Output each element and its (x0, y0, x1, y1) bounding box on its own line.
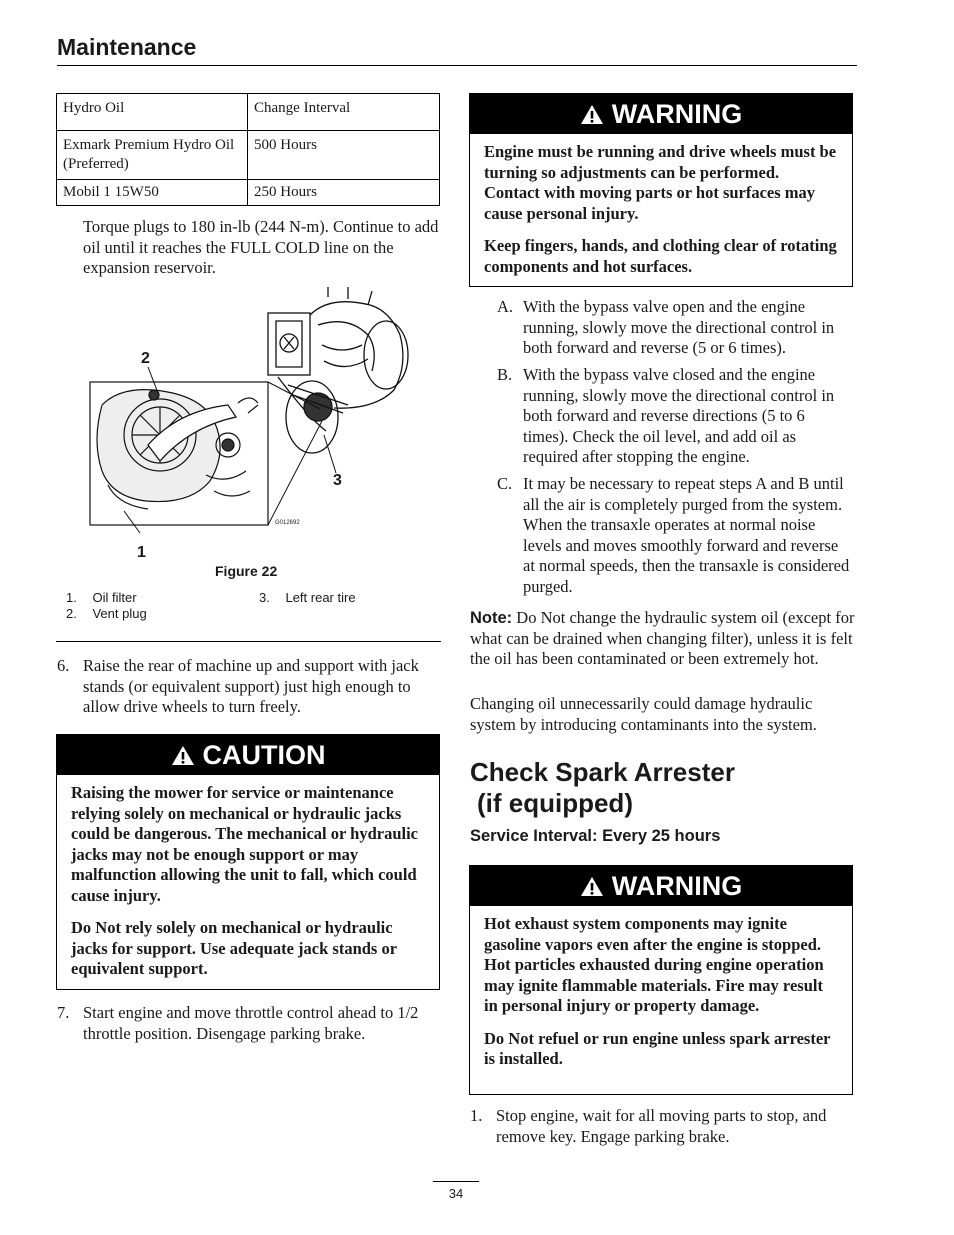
caution-body (57, 775, 439, 980)
substep-letter: A. (497, 297, 514, 316)
substep-letter: B. (497, 365, 513, 384)
callout-2: 2 (141, 350, 150, 367)
legend-num: 2. (66, 606, 77, 621)
legend-item (66, 590, 137, 605)
section-title-line-1: Check Spark Arrester (470, 757, 735, 787)
legend-num: 3. (259, 590, 270, 605)
table-row (57, 180, 440, 206)
warning-title: WARNING (611, 871, 743, 901)
section-header: Maintenance (57, 34, 197, 60)
caution-paragraph: Raising the mower for service or maintenance relying solely on mechanical or hydraulic jacks could be dangerous. The mechanical or hydraulic jacks may not be enough support or may malfunction allowing the unit to fall, which could cause injury. (71, 783, 418, 905)
machine-drawing (268, 287, 408, 453)
header-rule (57, 65, 857, 66)
step-number: 6. (57, 656, 70, 675)
table-cell: Mobil 1 15W50 (57, 180, 248, 206)
page-number: 34 (448, 1186, 464, 1201)
warning-paragraph: Engine must be running and drive wheels must be turning so adjustments can be performed. Contact with moving parts or hot surfaces may cause personal injury. (484, 142, 837, 223)
figure-22-illustration (88, 285, 418, 565)
warning-box-spark-arrester (469, 865, 853, 1095)
caution-title-bar (57, 735, 439, 775)
table-header-row (57, 94, 440, 131)
substep-text: With the bypass valve open and the engine running, slowly move the directional control in both forward and reverse (5 or 6 times). (523, 297, 835, 357)
warning-box-adjustments (469, 93, 853, 287)
service-interval: Service Interval: Every 25 hours (470, 827, 721, 845)
warning-title-bar (470, 94, 852, 134)
alert-triangle-icon (580, 876, 604, 897)
substep-text: It may be necessary to repeat steps A and B until all the air is completely purged from the system. When the transaxle operates at normal noise levels and moves smoothly forward and reverse at normal speeds, then the transaxle is considered purged. (523, 474, 850, 596)
warning-body (470, 134, 852, 277)
table-row (57, 131, 440, 180)
substep-text: With the bypass valve closed and the engine running, slowly move the directional control in both forward and reverse directions (5 to 6 times). Check the oil level, and add oil as required after stopping the engine. (523, 365, 835, 466)
table-header-cell: Hydro Oil (57, 94, 248, 131)
note-label: Note: (470, 609, 513, 627)
substep-c (497, 474, 853, 597)
table-header-cell: Change Interval (248, 94, 440, 131)
figure-code: G012692 (275, 520, 300, 526)
caution-box (56, 734, 440, 990)
warning-title-bar (470, 866, 852, 906)
callout-3-line (324, 435, 336, 473)
legend-text: Oil filter (92, 590, 137, 605)
table-cell: 250 Hours (248, 180, 440, 206)
figure-rule (56, 641, 441, 642)
table-cell: Exmark Premium Hydro Oil (Preferred) (57, 131, 248, 180)
section-title (470, 757, 735, 819)
alert-triangle-icon (171, 745, 195, 766)
warning-paragraph: Keep fingers, hands, and clothing clear of rotating components and hot surfaces. (484, 236, 837, 276)
footer-rule (433, 1181, 479, 1182)
warning-paragraph: Hot exhaust system components may ignite gasoline vapors even after the engine is stopped. Hot particles exhausted during engine operation may ignite flammable materials. Fire may result in personal injury or property damage. (484, 914, 824, 1015)
warning-paragraph: Do Not refuel or run engine unless spark arrester is installed. (484, 1028, 831, 1068)
caution-title: CAUTION (202, 740, 326, 770)
legend-item (66, 606, 147, 621)
torque-instruction: Torque plugs to 180 in-lb (244 N-m). Continue to add oil until it reaches the FULL COLD line on the expansion reservoir. (83, 217, 439, 277)
note-text: Do Not change the hydraulic system oil (except for what can be drained when changing filter), unless it is felt the oil has been contaminated or been extremely hot. (470, 608, 855, 668)
legend-num: 1. (66, 590, 77, 605)
warning-body (470, 906, 852, 1070)
step-text: Raise the rear of machine up and support with jack stands (or equivalent support) just high enough to allow drive wheels to turn freely. (83, 656, 419, 716)
legend-text: Left rear tire (285, 590, 356, 605)
changing-oil-paragraph: Changing oil unnecessarily could damage hydraulic system by introducing contaminants into the system. (470, 694, 817, 734)
substep-b (497, 365, 853, 468)
alert-triangle-icon (580, 104, 604, 125)
substep-letter: C. (497, 474, 513, 493)
substep-a (497, 297, 853, 359)
step-number: 7. (57, 1003, 70, 1022)
legend-text: Vent plug (92, 606, 147, 621)
note-paragraph (470, 608, 858, 670)
warning-title: WARNING (611, 99, 743, 129)
step-number: 1. (470, 1106, 483, 1125)
step-text: Stop engine, wait for all moving parts to stop, and remove key. Engage parking brake. (496, 1106, 827, 1146)
figure-caption: Figure 22 (215, 563, 278, 579)
oil-table (56, 93, 440, 206)
callout-1: 1 (137, 544, 146, 561)
step-7 (57, 1003, 437, 1044)
step-text: Start engine and move throttle control ahead to 1/2 throttle position. Disengage parking brake. (83, 1003, 419, 1043)
section-title-line-2: (if equipped) (477, 788, 633, 818)
caution-paragraph: Do Not rely solely on mechanical or hydraulic jacks for support. Use adequate jack stands or equivalent support. (71, 918, 397, 978)
legend-item (259, 590, 356, 605)
step-1 (470, 1106, 860, 1147)
callout-3: 3 (333, 472, 342, 489)
step-6 (57, 656, 437, 718)
table-cell: 500 Hours (248, 131, 440, 180)
